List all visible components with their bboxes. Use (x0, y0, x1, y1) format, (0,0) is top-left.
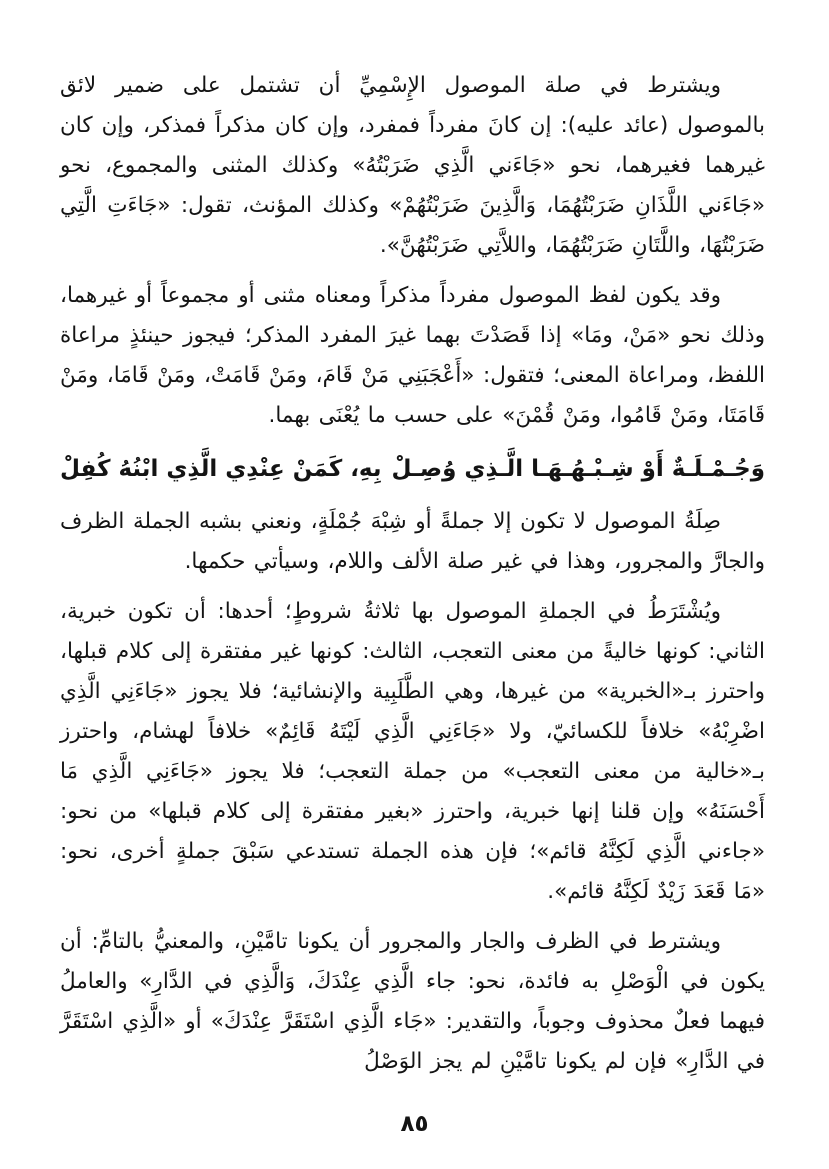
alfiyya-verse-line (60, 446, 765, 492)
text-block (60, 66, 765, 1092)
paragraph-man-wa-ma-usage: وقد يكون لفظ الموصول مفرداً مذكراً ومعناه مثنى أو مجموعاً أو غيرهما، وذلك نحو «مَنْ، ومَا» إذا قَصَدْتَ بهما غيرَ المفرد المذكر؛ فيجوز حينئذٍ مراعاة اللفظ، ومراعاة المعنى؛ فتقول: «أَعْجَبَنِي مَنْ قَامَ، ومَنْ قَامَتْ، ومَنْ قَامَا، ومَنْ قَامَتَا، ومَنْ قَامُوا، ومَنْ قُمْنَ» على حسب ما يُعْنَى بهما. (60, 283, 765, 428)
paragraph-sila-definition: صِلَةُ الموصول لا تكون إلا جملةً أو شِبْهَ جُمْلَةٍ، ونعني بشبه الجملة الظرف والجارَّ والمجرور، وهذا في غير صلة الألف واللام، وسيأتي حكمها. (60, 509, 765, 574)
paragraph-relative-pronoun-agreement: ويشترط في صلة الموصول الإِسْمِيِّ أن تشتمل على ضمير لائق بالموصول (عائد عليه): إن كانَ مفرداً فمفرد، وإن كان مذكراً فمذكر، وإن كان غيرهما فغيرهما، نحو «جَاءَني الَّذِي ضَرَبْتُهُ» وكذلك المثنى والمجموع، نحو «جَاءَني اللَّذَانِ ضَرَبْتُهُمَا، وَالَّذِينَ ضَرَبْتُهُمْ» وكذلك المؤنث، تقول: «جَاءَتِ الَّتِي ضَرَبْتُهَا، واللَّتَانِ ضَرَبْتُهُمَا، واللاَّتِي ضَرَبْتُهُنَّ». (60, 73, 765, 258)
paragraph-zarf-jar-majrur-conditions: ويشترط في الظرف والجار والمجرور أن يكونا تامَّيْنِ، والمعنيُّ بالتامِّ: أن يكون في الْوَصْلِ به فائدة، نحو: جاء الَّذِي عِنْدَكَ، وَالَّذِي في الدَّارِ» والعاملُ فيهما فعلٌ محذوف وجوباً، والتقدير: «جَاء الَّذِي اسْتَقَرَّ عِنْدَكَ» أو «الَّذِي اسْتَقَرَّ في الدَّارِ» فإن لم يكونا تامَّيْنِ لم يجز الوَصْلُ (60, 929, 765, 1074)
verse-first-hemistich: وَجُـمْـلَـةٌ أَوْ شِـبْـهُـهَـا الَّـذِي وُصِـلْ (391, 456, 765, 482)
paragraph-three-conditions: ويُشْتَرَطُ في الجملةِ الموصول بها ثلاثةُ شروطٍ؛ أحدها: أن تكون خبرية، الثاني: كونها خاليةً من معنى التعجب، الثالث: كونها غير مفتقرة إلى كلام قبلها، واحترز بـ«الخبرية» من غيرها، وهي الطَّلَبِية والإنشائية؛ فلا يجوز «جَاءَنِي الَّذِي اضْرِبْهُ» خلافاً للكسائيّ، ولا «جَاءَنِي الَّذِي لَيْتَهُ قَائِمٌ» خلافاً لهشام، واحترز بـ«خالية من معنى التعجب» من جملة التعجب؛ فلا يجوز «جَاءَنِي الَّذِي مَا أَحْسَنَهُ» وإن قلنا إنها خبرية، واحترز «بغير مفتقرة إلى كلام قبلها» من نحو: «جاءني الَّذِي لَكِنَّهُ قائم»؛ فإن هذه الجملة تستدعي سَبْقَ جملةٍ أخرى، نحو: «مَا قَعَدَ زَيْدٌ لَكِنَّهُ قائم». (60, 599, 765, 904)
page-number: ٨٥ (400, 1111, 429, 1137)
verse-second-hemistich: بِهِ، كَمَنْ عِنْدِي الَّذِي ابْنُهُ كُفِلْ (60, 456, 382, 482)
